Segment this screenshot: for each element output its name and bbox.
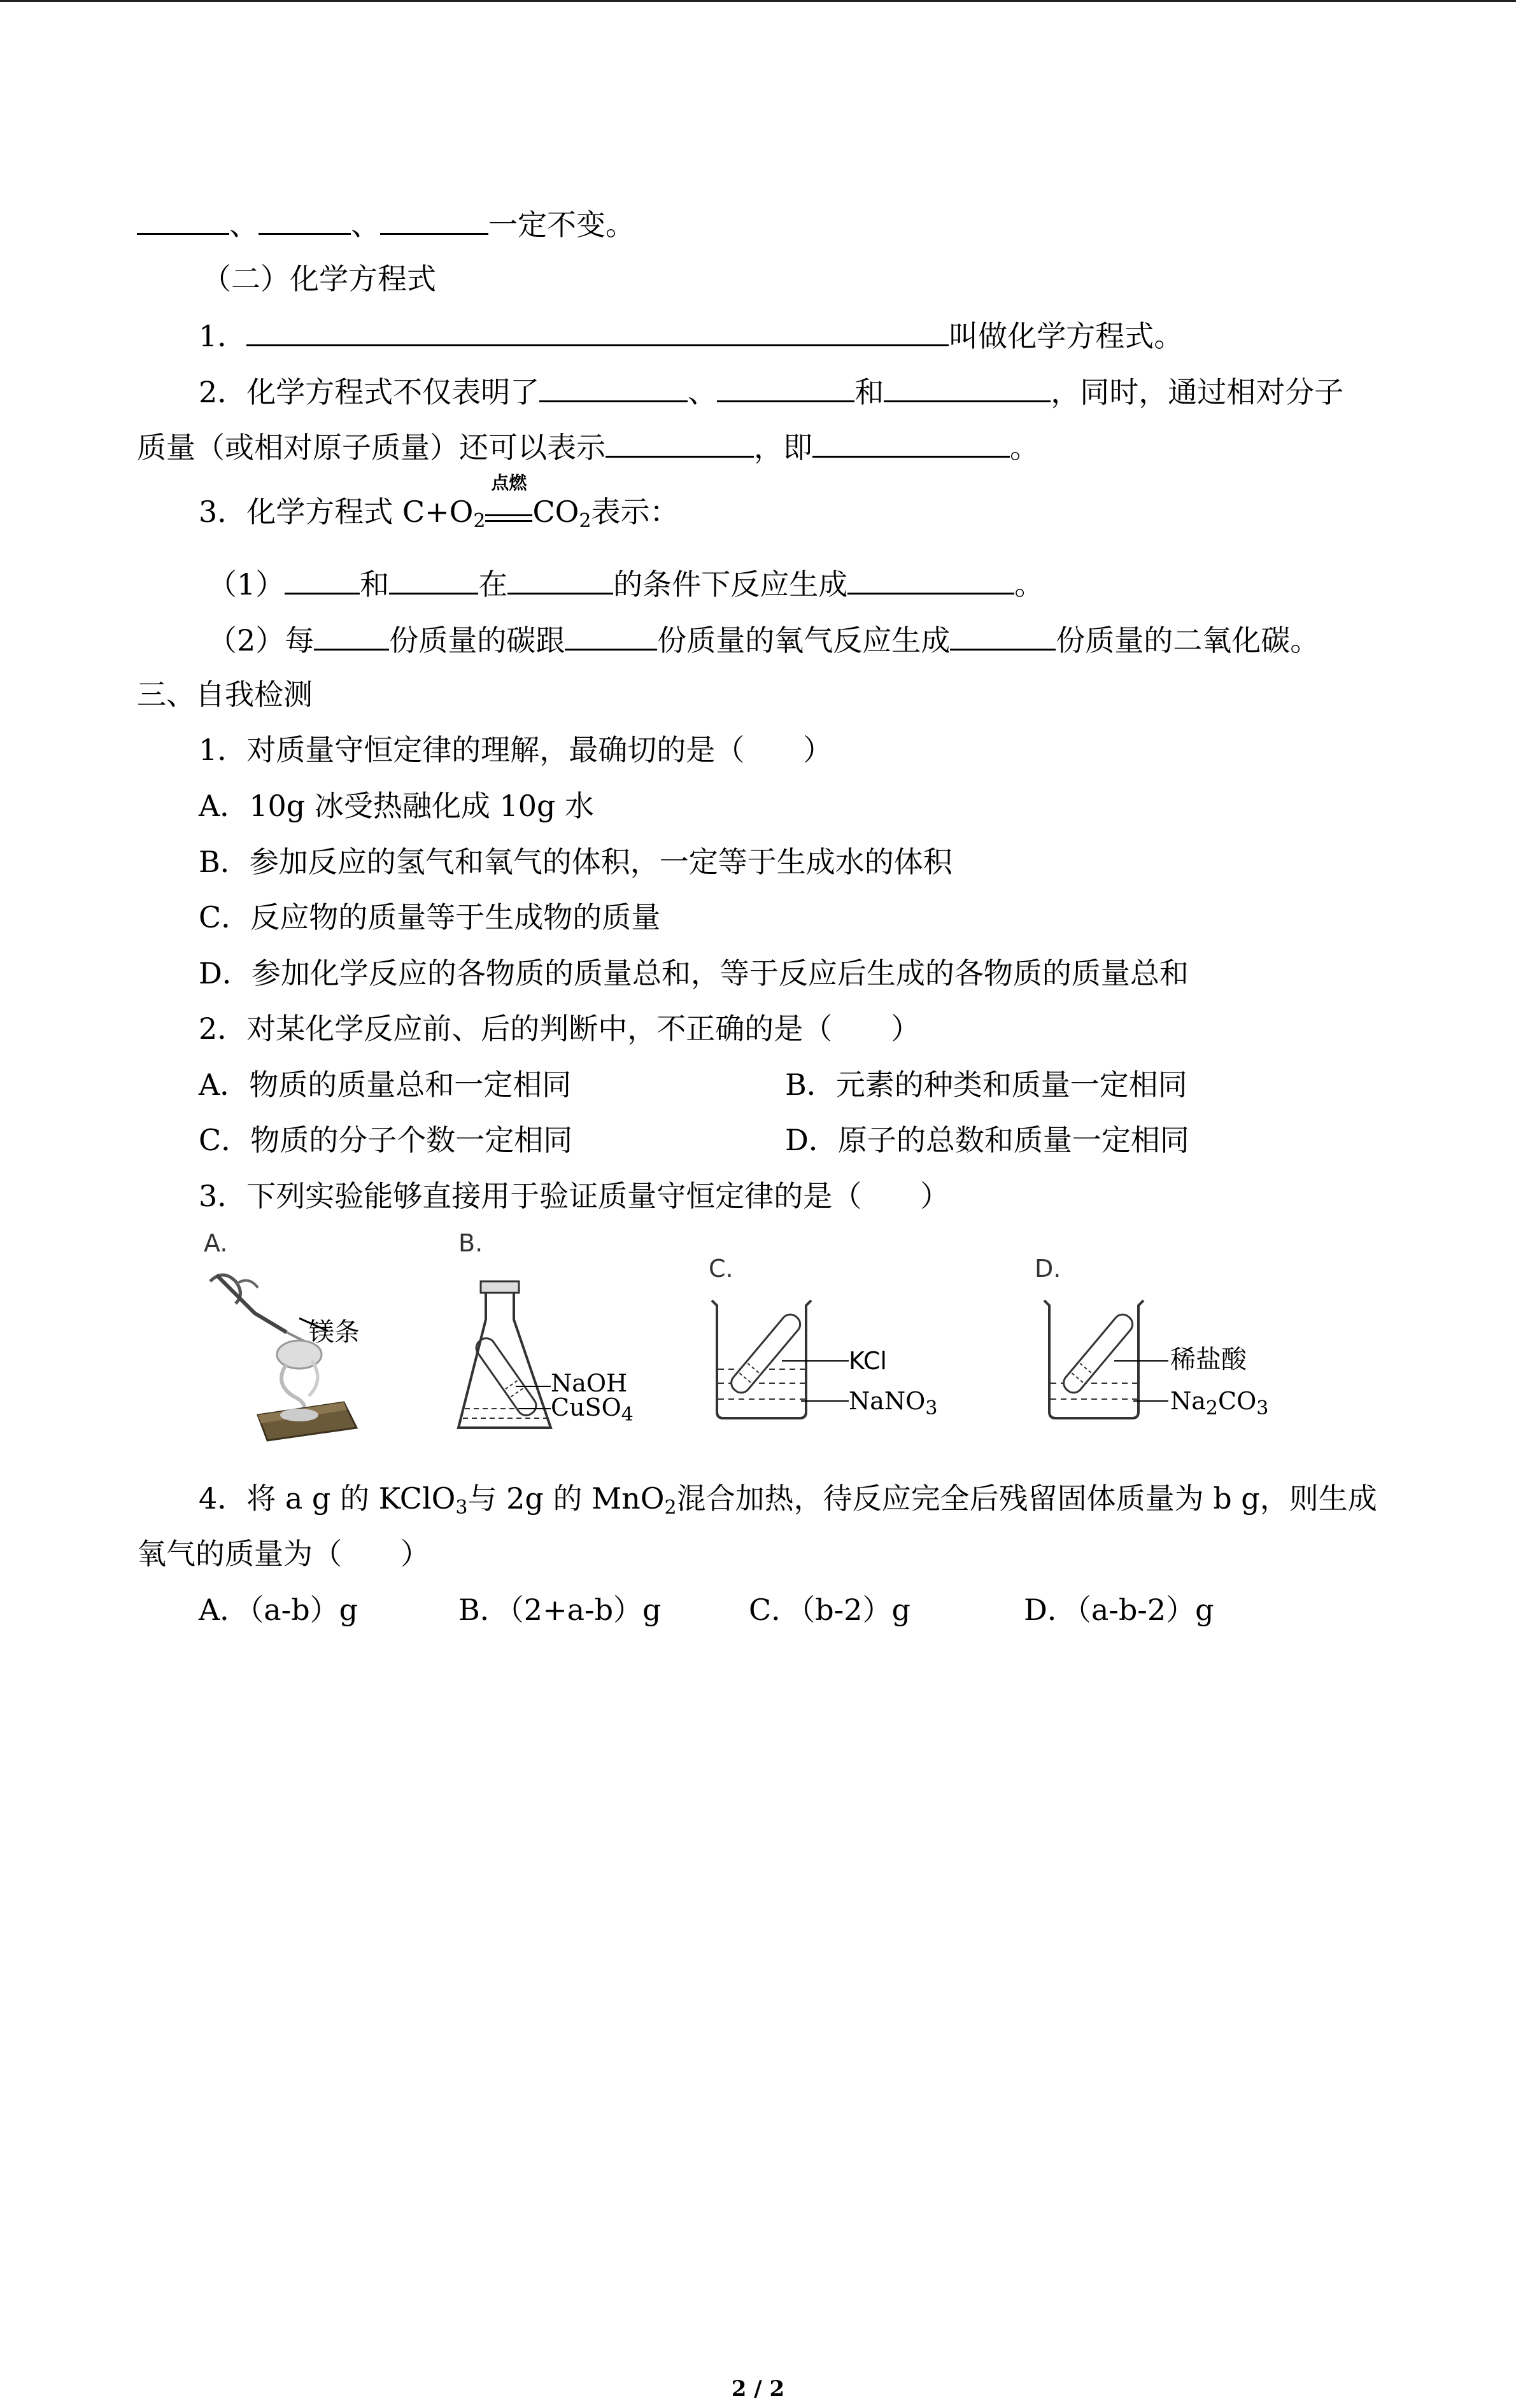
subscript: 2 xyxy=(1205,1397,1218,1419)
item-number: 1． xyxy=(199,319,247,353)
question-text: 与 2g 的 MnO xyxy=(467,1481,665,1516)
answer-blank[interactable] xyxy=(507,563,613,595)
line-text: （2）每 xyxy=(208,623,315,658)
cuso4-label xyxy=(551,1395,634,1428)
figure-b[interactable] xyxy=(455,1224,665,1453)
subscript: 3 xyxy=(1256,1397,1269,1419)
question-text: 混合加热，待反应完全后残留固体质量为 b g，则生成 xyxy=(676,1481,1377,1516)
condition-text: 点燃 xyxy=(491,472,527,493)
q4-option-b[interactable]: B．（2+a-b）g xyxy=(458,1593,662,1627)
figure-c[interactable] xyxy=(705,1224,960,1453)
subscript: 2 xyxy=(579,510,592,532)
answer-blank[interactable] xyxy=(812,426,1010,458)
line-text: ，即 xyxy=(754,430,812,465)
line-text: 的条件下反应生成 xyxy=(613,567,848,602)
q2-option-d[interactable]: D．原子的总数和质量一定相同 xyxy=(785,1123,1189,1157)
page-number: 2 / 2 xyxy=(731,2376,785,2402)
heading-text: （二）化学方程式 xyxy=(202,262,436,296)
answer-blank[interactable] xyxy=(717,371,854,402)
figure-label: A. xyxy=(204,1229,228,1257)
answer-blank[interactable] xyxy=(606,426,754,458)
separator: 、 xyxy=(351,208,380,242)
line-text: ，同时，通过相对分子 xyxy=(1051,375,1344,409)
q4-option-c[interactable]: C．（b-2）g xyxy=(749,1593,910,1627)
answer-blank[interactable] xyxy=(314,619,389,651)
magnesium-label: 镁条 xyxy=(309,1318,360,1347)
formula-text: CuSO xyxy=(551,1393,621,1421)
figure-a[interactable] xyxy=(197,1224,407,1453)
subscript: 2 xyxy=(664,1496,677,1519)
subscript: 3 xyxy=(925,1397,938,1419)
answer-blank[interactable] xyxy=(884,371,1051,402)
answer-blank[interactable] xyxy=(565,619,657,651)
na2co3-label xyxy=(1170,1388,1268,1421)
separator: 、 xyxy=(229,208,259,242)
line-text: 2．化学方程式不仅表明了 xyxy=(199,375,540,409)
line-text: 份质量的二氧化碳。 xyxy=(1056,623,1320,658)
equals-sign xyxy=(485,514,532,522)
line-text: 一定不变。 xyxy=(488,208,635,242)
answer-blank[interactable] xyxy=(246,315,949,346)
answer-blank[interactable] xyxy=(259,204,351,235)
answer-blank[interactable] xyxy=(285,563,360,595)
figure-d[interactable] xyxy=(1031,1224,1299,1453)
q4-option-a[interactable]: A．（a-b）g xyxy=(199,1593,358,1627)
line-text: 。 xyxy=(1010,430,1039,465)
separator: 、 xyxy=(688,375,718,409)
line-text: 质量（或相对原子质量）还可以表示 xyxy=(137,430,606,465)
answer-blank[interactable] xyxy=(137,204,229,235)
kcl-label: KCl xyxy=(849,1347,887,1375)
question-text: 4．将 a g 的 KClO xyxy=(199,1481,456,1516)
answer-blank[interactable] xyxy=(380,204,488,235)
subscript: 3 xyxy=(455,1496,468,1519)
naoh-label: NaOH xyxy=(551,1369,628,1397)
answer-blank[interactable] xyxy=(539,371,688,402)
q3-figures xyxy=(0,1224,1516,1453)
option-text: C．反应物的质量等于生成物的质量 xyxy=(199,900,661,934)
subscript: 4 xyxy=(621,1404,634,1426)
line-text: 和 xyxy=(360,567,390,602)
option-text: D．参加化学反应的各物质的质量总和，等于反应后生成的各物质的质量总和 xyxy=(199,956,1189,990)
answer-blank[interactable] xyxy=(847,563,1014,595)
magnesium-burning-icon xyxy=(197,1224,407,1453)
line-text: 叫做化学方程式。 xyxy=(949,319,1184,353)
formula-text: CO xyxy=(1218,1387,1257,1415)
formula-text: NaNO xyxy=(849,1387,926,1415)
question-text: 3．下列实验能够直接用于验证质量守恒定律的是（ ） xyxy=(199,1179,950,1213)
answer-blank[interactable] xyxy=(389,563,478,595)
nano3-label xyxy=(849,1388,937,1421)
formula-text: Na xyxy=(1170,1387,1206,1415)
option-text: B．参加反应的氢气和氧气的体积，一定等于生成水的体积 xyxy=(199,845,953,879)
dilute-hcl-label: 稀盐酸 xyxy=(1170,1345,1247,1374)
figure-label: D. xyxy=(1035,1255,1061,1283)
option-text: A．10g 冰受热融化成 10g 水 xyxy=(199,789,595,823)
q2-option-b[interactable]: B．元素的种类和质量一定相同 xyxy=(785,1067,1187,1102)
line-text: （1） xyxy=(208,567,285,602)
question-text: 2．对某化学反应前、后的判断中，不正确的是（ ） xyxy=(199,1011,921,1046)
figure-label: C. xyxy=(709,1255,733,1283)
subscript: 2 xyxy=(473,510,486,532)
q4-option-d[interactable]: D．（a-b-2）g xyxy=(1024,1593,1214,1627)
reaction-condition xyxy=(485,472,532,522)
question-text: 1．对质量守恒定律的理解，最确切的是（ ） xyxy=(199,733,833,767)
figure-label: B. xyxy=(458,1229,483,1257)
line-text: 和 xyxy=(854,375,884,409)
line-text: 3．化学方程式 C+O xyxy=(199,495,474,529)
page-footer xyxy=(0,2370,1516,2408)
line-text: 在 xyxy=(478,567,508,602)
q2-option-a[interactable]: A．物质的质量总和一定相同 xyxy=(199,1067,572,1102)
line-text: 份质量的氧气反应生成 xyxy=(657,623,951,658)
line-text: 份质量的碳跟 xyxy=(389,623,565,658)
q2-option-c[interactable]: C．物质的分子个数一定相同 xyxy=(199,1123,573,1157)
line-text: 。 xyxy=(1014,567,1044,602)
line-text: CO xyxy=(532,495,579,529)
answer-blank[interactable] xyxy=(950,619,1056,651)
question-text: 氧气的质量为（ ） xyxy=(137,1537,430,1571)
heading-text: 三、自我检测 xyxy=(137,677,313,712)
line-text: 表示： xyxy=(591,495,679,529)
